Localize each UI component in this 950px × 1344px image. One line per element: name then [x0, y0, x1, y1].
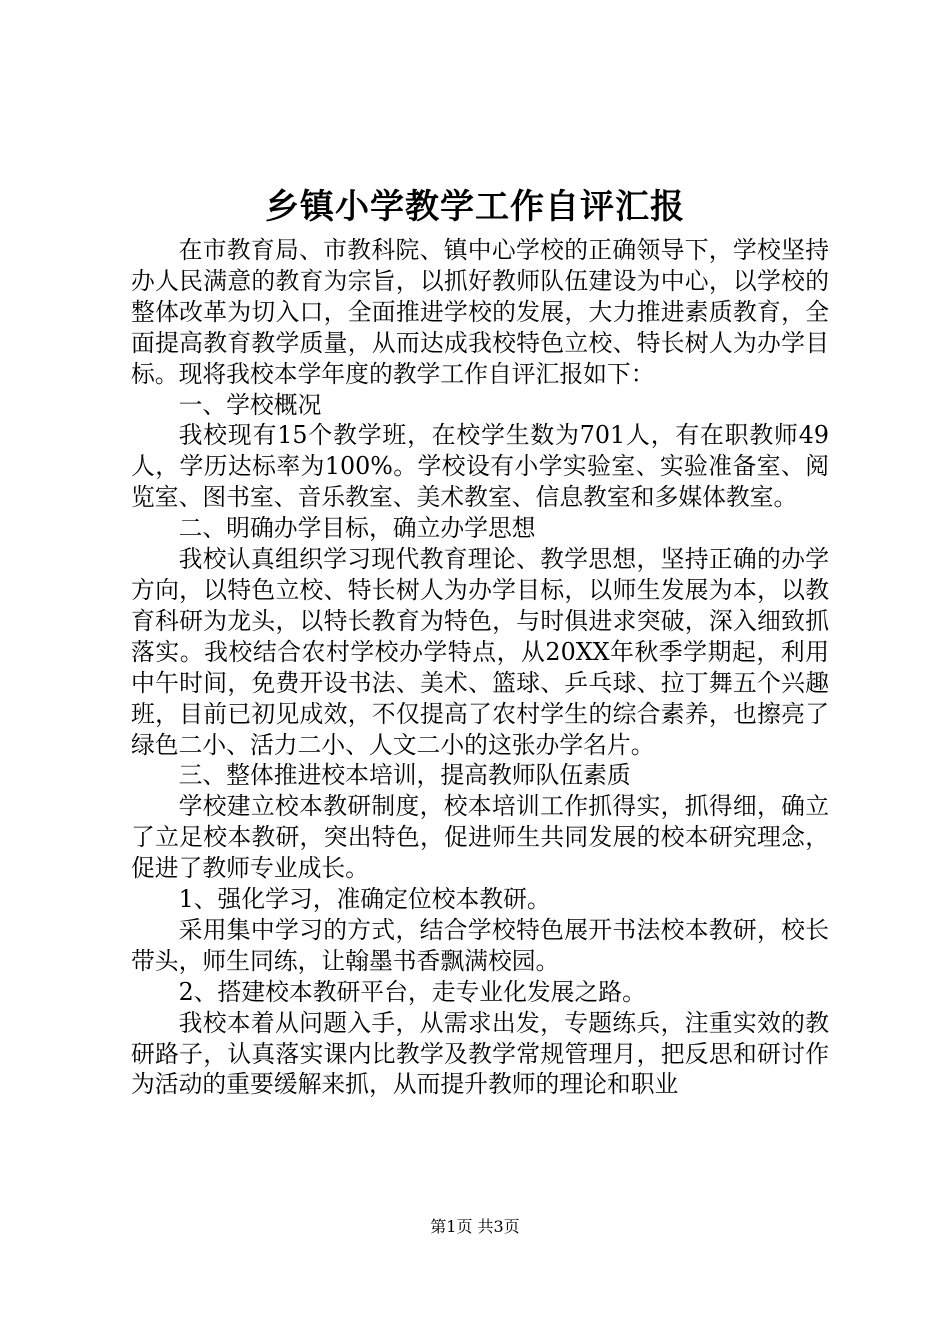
- section-heading-school-overview: 一、学校概况: [178, 390, 322, 419]
- paragraph-school-goals: 我校认真组织学习现代教育理论、教学思想，坚持正确的办学方向，以特色立校、特长树人为办学目标，以师生发展为本，以教育科研为龙头，以特长教育为特色，与时俱进求突破，深入细致抓落实。我校结合农村学校办学特点，从20XX年秋季学期起，利用中午时间，免费开设书法、美术、篮球、乒乓球、拉丁舞五个兴趣班，目前已初见成效，不仅提高了农村学生的综合素养，也擦亮了绿色二小、活力二小、人文二小的这张办学名片。: [131, 545, 829, 759]
- document-body: [131, 235, 829, 1100]
- subheading-strengthen-study: 1、强化学习，准确定位校本教研。: [178, 885, 551, 914]
- subheading-research-platform: 2、搭建校本教研平台，走专业化发展之路。: [178, 977, 646, 1006]
- document-title: 乡镇小学教学工作自评汇报: [265, 187, 685, 227]
- paragraph-strengthen-study: 采用集中学习的方式，结合学校特色展开书法校本教研，校长带头，师生同练，让翰墨书香飘满校园。: [131, 915, 829, 975]
- page-footer: 第1页 共3页: [430, 1217, 520, 1236]
- paragraph-intro: 在市教育局、市教科院、镇中心学校的正确领导下，学校坚持办人民满意的教育为宗旨，以抓好教师队伍建设为中心，以学校的整体改革为切入口，全面推进学校的发展，大力推进素质教育，全面提高教育教学质量，从而达成我校特色立校、特长树人为办学目标。现将我校本学年度的教学工作自评汇报如下：: [131, 236, 829, 388]
- section-heading-teacher-training: 三、整体推进校本培训，提高教师队伍素质: [178, 761, 631, 790]
- section-heading-school-goals: 二、明确办学目标，确立办学思想: [178, 514, 536, 543]
- paragraph-research-platform: 我校本着从问题入手，从需求出发，专题练兵，注重实效的教研路子，认真落实课内比教学及教学常规管理月，把反思和研讨作为活动的重要缓解来抓，从而提升教师的理论和职业: [131, 1008, 829, 1099]
- paragraph-teacher-training: 学校建立校本教研制度，校本培训工作抓得实，抓得细，确立了立足校本教研，突出特色，促进师生共同发展的校本研究理念，促进了教师专业成长。: [131, 792, 829, 883]
- paragraph-school-overview: 我校现有15个教学班，在校学生数为701人，有在职教师49人，学历达标率为100%。学校设有小学实验室、实验准备室、阅览室、图书室、音乐教室、美术教室、信息教室和多媒体教室。: [131, 421, 829, 512]
